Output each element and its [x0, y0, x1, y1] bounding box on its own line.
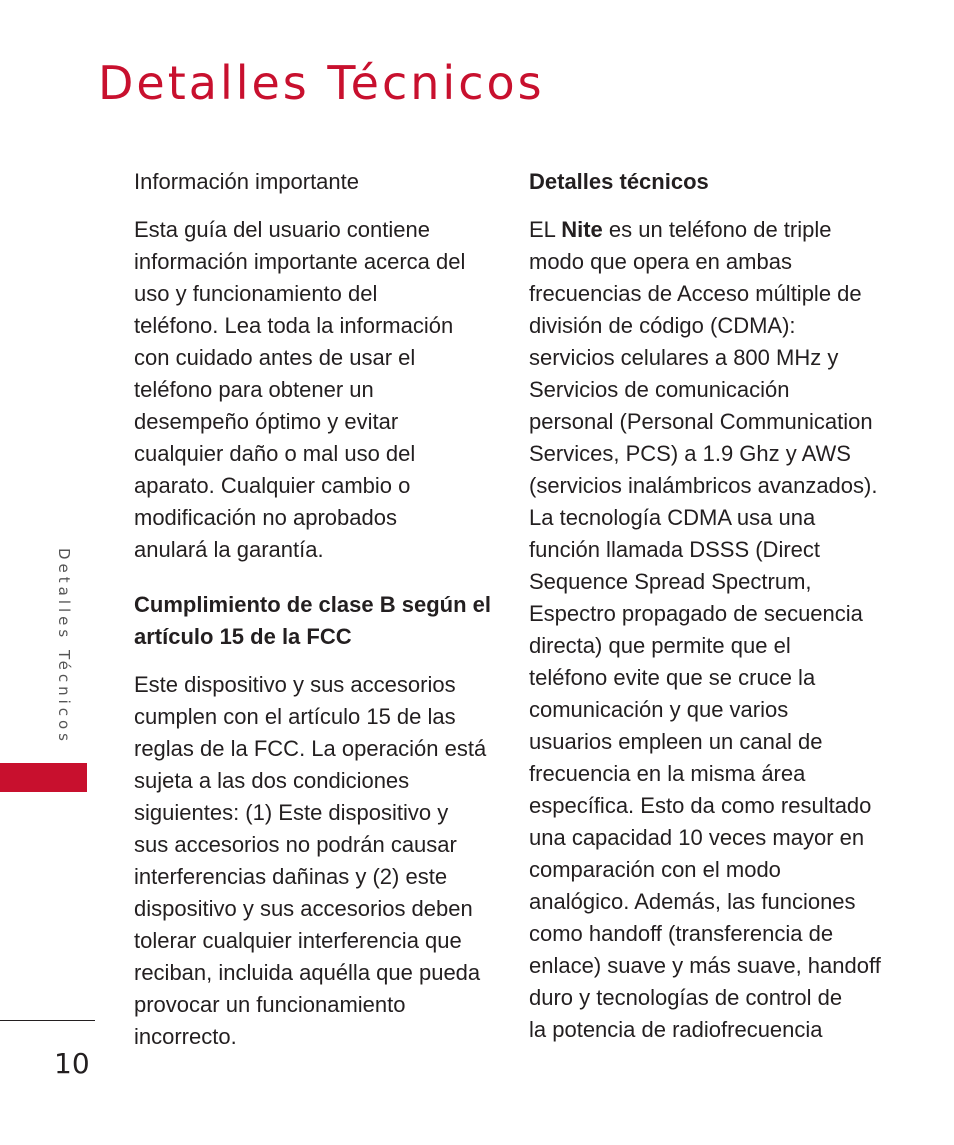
product-name: Nite [561, 217, 603, 242]
section-heading-important-info: Información importante [134, 169, 359, 194]
page-title: Detalles Técnicos [98, 56, 545, 110]
section-heading-technical-details: Detalles técnicos [529, 169, 709, 194]
left-column [134, 166, 494, 1053]
section-heading-fcc-compliance: Cumplimiento de clase B según el artículo 15 de la FCC [134, 592, 491, 649]
page-number: 10 [54, 1047, 90, 1080]
paragraph-technical-details [529, 214, 899, 1046]
side-section-label: Detalles Técnicos [55, 548, 73, 746]
section-tab-marker [0, 763, 87, 792]
paragraph-body: es un teléfono de triple modo que opera en ambas frecuencias de Acceso múltiple de división de código (CDMA): servicios celulares a 800 MHz y Servicios de comunicación personal (Personal Communication Services, PCS) a 1.9 Ghz y AWS (servicios inalámbricos avanzados). La tecnología CDMA usa una función llamada DSSS (Direct Sequence Spread Spectrum, Espectro propagado de secuencia directa) que permite que el teléfono evite que se cruce la comunicación y que varios usuarios empleen un canal de frecuencia en la misma área específica. Esto da como resultado una capacidad 10 veces mayor en comparación con el modo analógico. Además, las funciones como handoff (transferencia de enlace) suave y más suave, handoff duro y tecnologías de control de la potencia de radiofrecuencia [529, 217, 881, 1042]
paragraph-fcc-compliance: Este dispositivo y sus accesorios cumplen con el artículo 15 de las reglas de la FCC. La operación está sujeta a las dos condiciones siguientes: (1) Este dispositivo y sus accesorios no podrán causar interferencias dañinas y (2) este dispositivo y sus accesorios deben tolerar cualquier interferencia que reciban, incluida aquélla que pueda provocar un funcionamiento incorrecto. [134, 672, 487, 1049]
paragraph-prefix: EL [529, 217, 562, 242]
footer-divider [0, 1020, 95, 1021]
paragraph-important-info: Esta guía del usuario contiene información importante acerca del uso y funcionamiento del teléfono. Lea toda la información con cuidado antes de usar el teléfono para obtener un desempeño óptimo y evitar cualquier daño o mal uso del aparato. Cualquier cambio o modificación no aprobados anulará la garantía. [134, 217, 466, 562]
right-column [529, 166, 899, 1046]
